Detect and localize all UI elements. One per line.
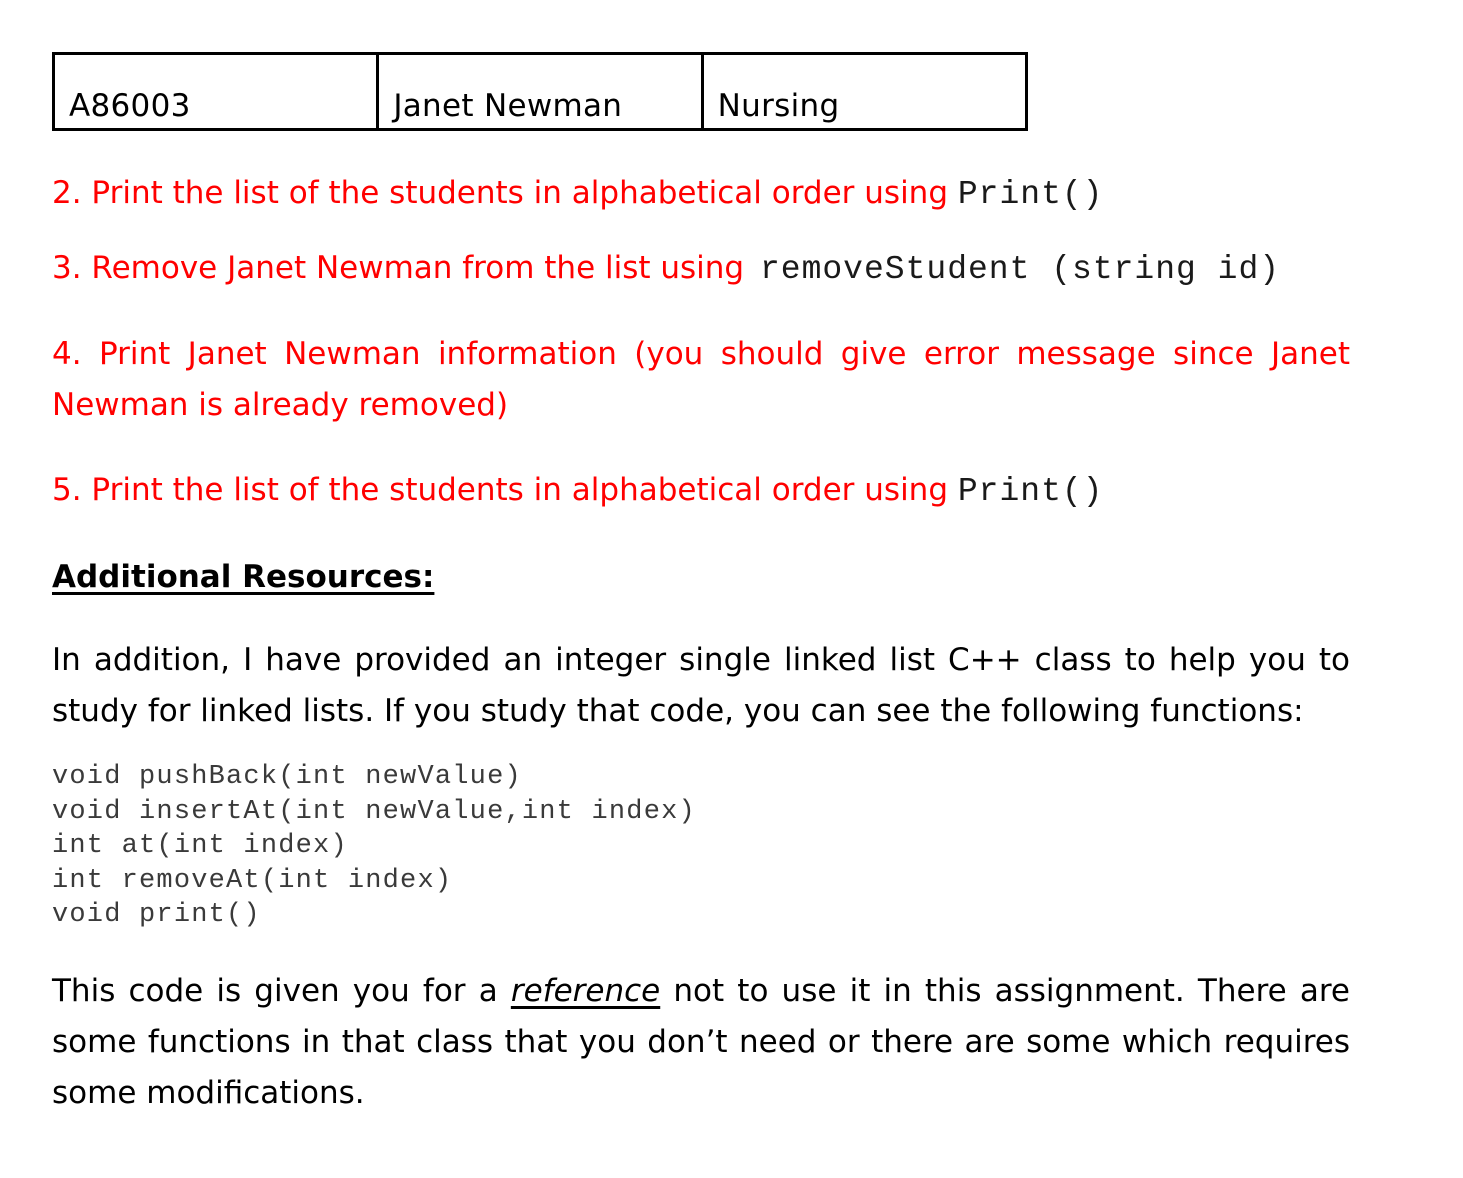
code-line: int at(int index) [52,831,348,861]
step-2-code: Print() [957,176,1104,213]
step-5-code: Print() [957,473,1104,510]
table-row [54,54,1027,130]
step-3-code: removeStudent (string id) [759,251,1281,288]
note-emphasis: reference [510,973,661,1009]
student-department-cell: Nursing [702,54,1026,130]
note-text-after: not to use it in this assignment. There are some functions in that class that you don’t need or there are some which requires some modifications. [52,973,1350,1111]
code-line: int removeAt(int index) [52,865,453,896]
code-line: void print() [52,900,261,930]
section-heading: Additional Resources: [52,559,435,595]
step-5-text: 5. Print the list of the students in alphabetical order using [52,472,958,508]
student-name-cell: Janet Newman [378,54,702,130]
step-3-text: 3. Remove Janet Newman from the list using [52,250,754,286]
step-2 [52,168,1350,220]
step-4 [52,329,1350,431]
code-line: void pushBack(int newValue) [52,762,522,792]
student-record-table [52,52,1028,131]
function-list-code-block [52,760,696,933]
step-4-text: 4. Print Janet Newman information (you should give error message since Janet Newman is already removed) [52,336,1350,423]
student-id-cell: A86003 [54,54,378,130]
step-2-text: 2. Print the list of the students in alphabetical order using [52,175,958,211]
step-3 [52,243,1350,295]
note-paragraph [52,966,1350,1119]
intro-paragraph: In addition, I have provided an integer single linked list C++ class to help you to study for linked lists. If you study that code, you can see the following functions: [52,642,1350,729]
note-text-before: This code is given you for a [52,973,511,1009]
step-5 [52,465,1350,517]
code-line: void insertAt(int newValue,int index) [52,796,696,827]
